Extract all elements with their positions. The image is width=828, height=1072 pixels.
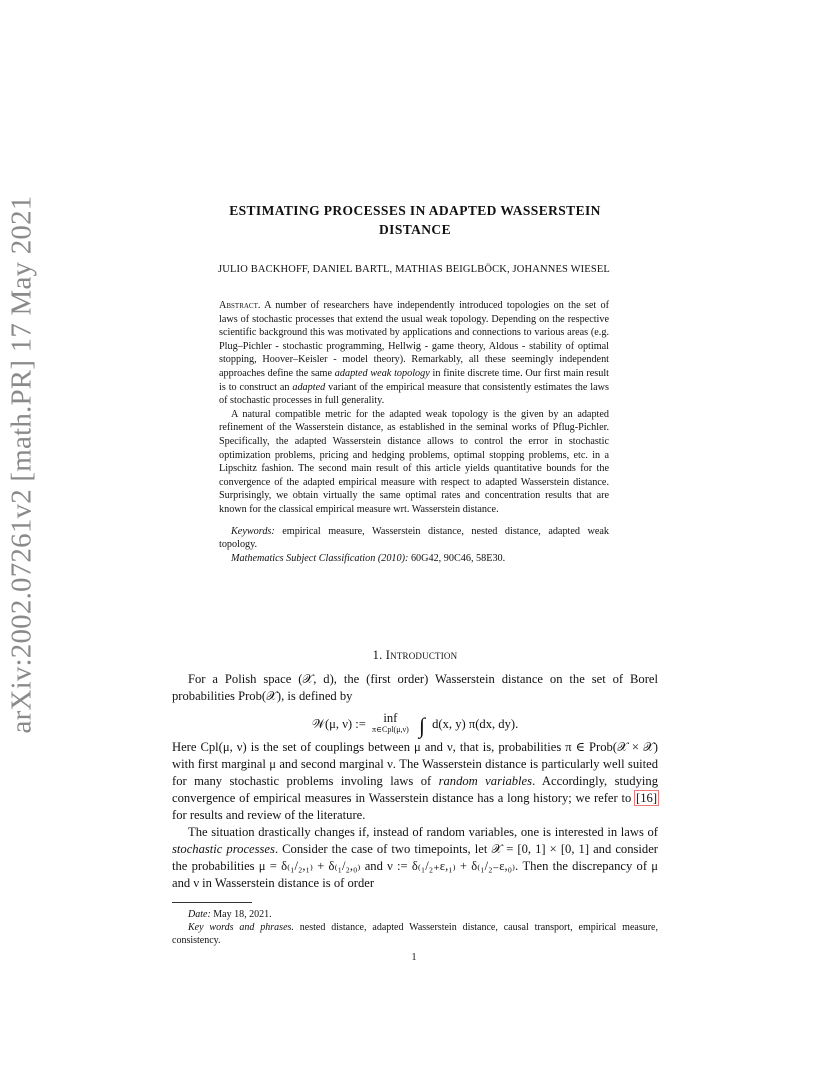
intro-p2-c: for results and review of the literature. (172, 808, 366, 822)
eq-inf-subscript: π∈Cpl(μ,ν) (372, 725, 409, 734)
intro-p3-a: The situation drastically changes if, instead of random variables, one is interested in laws of (188, 825, 658, 839)
footnote-keywords (172, 921, 658, 947)
title-line-2: DISTANCE (379, 222, 451, 237)
abstract (219, 299, 609, 565)
section-title-text: Introduction (385, 648, 458, 662)
abstract-paragraph-1 (219, 299, 609, 408)
footnote-date-text: May 18, 2021. (213, 909, 272, 920)
footnote-keywords-label: Key words and phrases. (188, 922, 294, 933)
footnotes (172, 908, 658, 947)
abstract-p1-italic-2: adapted (292, 381, 326, 393)
intro-p3-italic: stochastic processes (172, 842, 275, 856)
paper-title (170, 201, 660, 239)
arxiv-id-text: arXiv:2002.07261v2 [math.PR] 17 May 2021 (5, 194, 38, 734)
keywords-label: Keywords: (231, 525, 275, 537)
intro-p3-text (172, 824, 658, 892)
abstract-p1-italic-1: adapted weak topology (334, 367, 430, 379)
intro-paragraph-1 (172, 671, 658, 705)
intro-p3-b: . Consider the case of two timepoints, let 𝒳 = [0, 1] × [0, 1] and consider the probabilities μ = δ₍₁/₂,₁₎ + δ₍₁/₂,₀₎ and ν := δ₍₁/₂₊ε,₁₎ + δ₍₁/₂₋ε,₀₎. Then the discrepancy of μ and ν in Wasserstein distance is of order (172, 842, 658, 890)
footnote-keywords-text: nested distance, adapted Wasserstein distance, causal transport, empirical measure, consistency. (172, 922, 658, 946)
keywords-line (219, 525, 609, 552)
abstract-label: Abstract. (219, 300, 261, 311)
eq-rhs: d(x, y) π(dx, dy). (432, 717, 519, 731)
arxiv-identifier (2, 194, 42, 734)
abstract-p1-c: variant of the empirical measure that consistently estimates the laws of stochastic processes in full generality. (219, 381, 609, 407)
page-number: 1 (411, 952, 417, 963)
intro-p2-text (172, 739, 658, 824)
msc-label: Mathematics Subject Classification (2010): (231, 552, 409, 564)
footnote-divider (172, 902, 252, 903)
keywords-text: empirical measure, Wasserstein distance, nested distance, adapted weak topology. (219, 525, 609, 551)
section-number: 1. (372, 648, 383, 662)
intro-paragraph-2 (172, 739, 658, 892)
wasserstein-equation (172, 713, 658, 739)
eq-inf (372, 713, 409, 735)
eq-lhs: 𝒲(μ, ν) := (311, 717, 366, 731)
section-heading (172, 648, 658, 663)
abstract-p1-a: A number of researchers have independently introduced topologies on the set of laws of stochastic processes that extend the usual weak topology. Depending on the respective scientific background this was motivated by applications and connections to various areas (e.g. Plug–Pichler - stochastic programming, Hellwig - game theory, Aldous - stability of optimal stopping, Hoover–Keisler - model theory). Remarkably, all these seemingly independent approaches define the same (219, 300, 609, 379)
citation-link[interactable]: [16] (636, 791, 658, 805)
title-line-1: ESTIMATING PROCESSES IN ADAPTED WASSERSTEIN (229, 203, 601, 218)
intro-p2-italic: random variables (438, 774, 533, 788)
msc-text: 60G42, 90C46, 58E30. (410, 552, 506, 564)
abstract-p1-b: in finite discrete time. Our first main result is to construct an (219, 367, 610, 393)
integral-symbol: ∫ (418, 713, 425, 738)
msc-line (219, 552, 609, 566)
author-list: JULIO BACKHOFF, DANIEL BARTL, MATHIAS BEIGLBÖCK, JOHANNES WIESEL (218, 264, 610, 275)
intro-p2-b: . Accordingly, studying convergence of empirical measures in Wasserstein distance has a long history; we refer to (172, 774, 658, 805)
eq-inf-text: inf (383, 711, 398, 725)
footnote-date (172, 908, 658, 921)
intro-p2-a: Here Cpl(μ, ν) is the set of couplings between μ and ν, that is, probabilities π ∈ Prob(𝒳 × 𝒳) with first marginal μ and second marginal ν. The Wasserstein distance is particularly well suited for many stochastic problems involing laws of (172, 740, 658, 788)
abstract-paragraph-2: A natural compatible metric for the adapted weak topology is the given by an adapted refinement of the Wasserstein distance, as established in the seminal works of Pflug-Pichler. Specifically, the adapted Wasserstein distance allows to control the error in stochastic optimization problems, pricing and hedging problems, optimal stopping problems, etc. in a Lipschitz fashion. The second main result of this article yields quantitative bounds for the convergence of the adapted empirical measure with respect to adapted Wasserstein distance. Surprisingly, we obtain virtually the same optimal rates and concentration results that are known for the classical empirical measure wrt. Wasserstein distance. (219, 408, 609, 515)
footnote-date-label: Date: (188, 909, 211, 920)
intro-p1-text: For a Polish space (𝒳, d), the (first order) Wasserstein distance on the set of Borel probabilities Prob(𝒳), is defined by (172, 672, 658, 703)
